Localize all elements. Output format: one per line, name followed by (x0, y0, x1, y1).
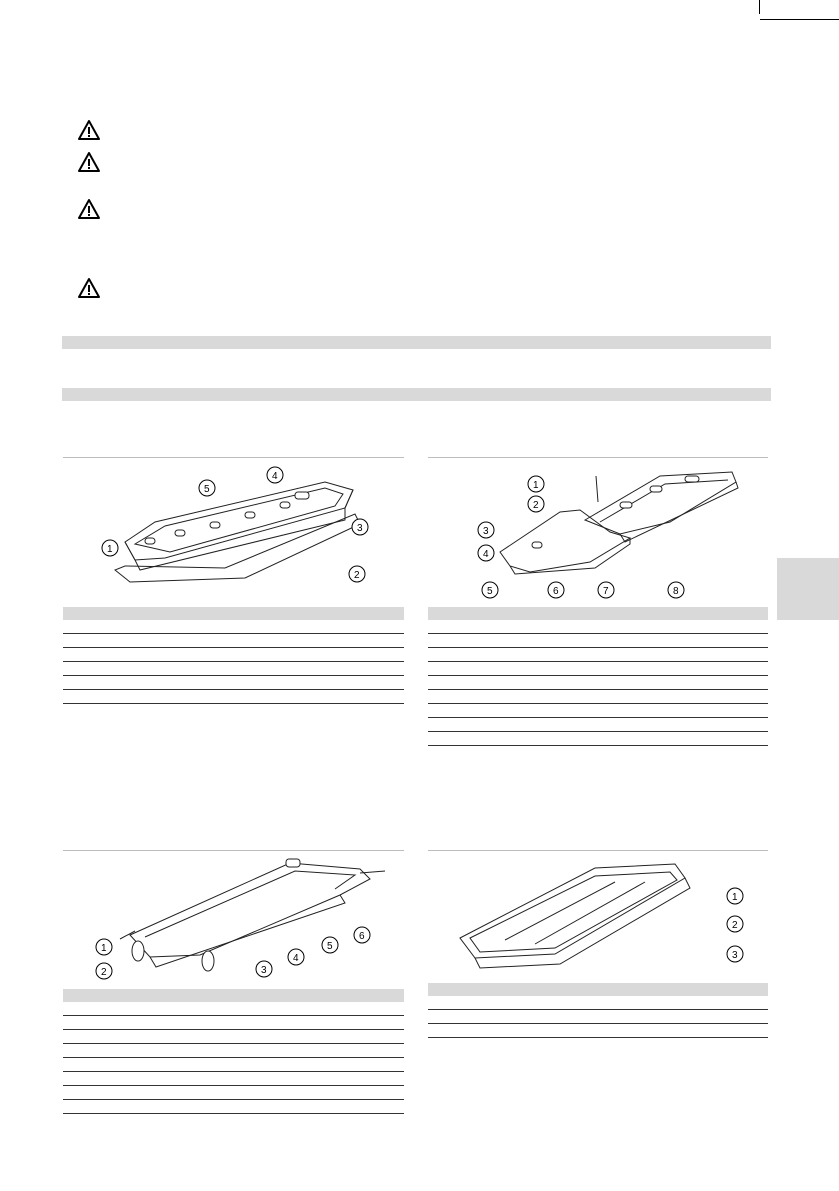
table-row (428, 704, 768, 718)
svg-text:5: 5 (327, 941, 333, 952)
table-row (63, 648, 404, 662)
warning-icon (77, 119, 101, 141)
table-row (428, 732, 768, 746)
table-row (63, 634, 404, 648)
legend-table-2 (428, 607, 768, 746)
crop-mark-top (759, 0, 760, 14)
svg-text:1: 1 (533, 480, 539, 491)
svg-text:5: 5 (487, 586, 493, 597)
table-header (63, 989, 404, 1002)
svg-text:1: 1 (101, 943, 107, 954)
svg-text:3: 3 (732, 950, 738, 961)
svg-text:3: 3 (483, 526, 489, 537)
figure-rule (428, 850, 768, 851)
table-header (428, 983, 768, 996)
svg-text:4: 4 (293, 953, 299, 964)
table-row (63, 1072, 404, 1086)
svg-text:3: 3 (261, 965, 267, 976)
svg-text:2: 2 (533, 500, 539, 511)
svg-text:4: 4 (272, 471, 278, 482)
table-row (63, 1100, 404, 1114)
table-row (63, 1030, 404, 1044)
table-row (428, 648, 768, 662)
table-row (428, 1024, 768, 1038)
svg-text:6: 6 (359, 931, 365, 942)
svg-text:6: 6 (553, 586, 559, 597)
table-header (63, 607, 404, 620)
table-row (63, 676, 404, 690)
warning-icon (77, 198, 101, 220)
figure-rule (63, 850, 404, 851)
svg-text:2: 2 (732, 920, 738, 931)
table-row (428, 620, 768, 634)
section-header-bar (62, 336, 771, 349)
figure-rule (428, 457, 768, 458)
table-row (63, 1086, 404, 1100)
table-row (63, 1016, 404, 1030)
table-row (63, 1044, 404, 1058)
table-row (428, 676, 768, 690)
table-row (63, 690, 404, 704)
svg-text:1: 1 (107, 544, 113, 555)
legend-table-4 (428, 983, 768, 1038)
table-row (63, 1002, 404, 1016)
crop-mark-top-h (760, 19, 839, 20)
svg-text:1: 1 (732, 892, 738, 903)
legend-table-1 (63, 607, 404, 704)
figure-rule (63, 457, 404, 458)
table-row (428, 1010, 768, 1024)
svg-text:2: 2 (101, 967, 107, 978)
warning-icon (77, 277, 101, 299)
svg-text:4: 4 (483, 549, 489, 560)
figure-basket-frame (455, 858, 755, 978)
table-row (428, 690, 768, 704)
table-row (428, 718, 768, 732)
table-row (428, 662, 768, 676)
table-row (428, 996, 768, 1010)
table-row (63, 1058, 404, 1072)
figure-basket-stretcher-1 (95, 462, 385, 602)
svg-text:7: 7 (603, 586, 609, 597)
legend-table-3 (63, 989, 404, 1114)
svg-text:8: 8 (673, 586, 679, 597)
chapter-tab (777, 558, 839, 620)
table-row (63, 662, 404, 676)
svg-text:2: 2 (354, 570, 360, 581)
table-row (63, 620, 404, 634)
figure-split-stretcher (470, 462, 760, 602)
table-row (428, 634, 768, 648)
table-header (428, 607, 768, 620)
warning-icon (77, 151, 101, 173)
svg-text:3: 3 (357, 523, 363, 534)
section-header-bar (62, 388, 771, 401)
figure-wheeled-stretcher (90, 855, 390, 985)
svg-text:5: 5 (204, 484, 210, 495)
